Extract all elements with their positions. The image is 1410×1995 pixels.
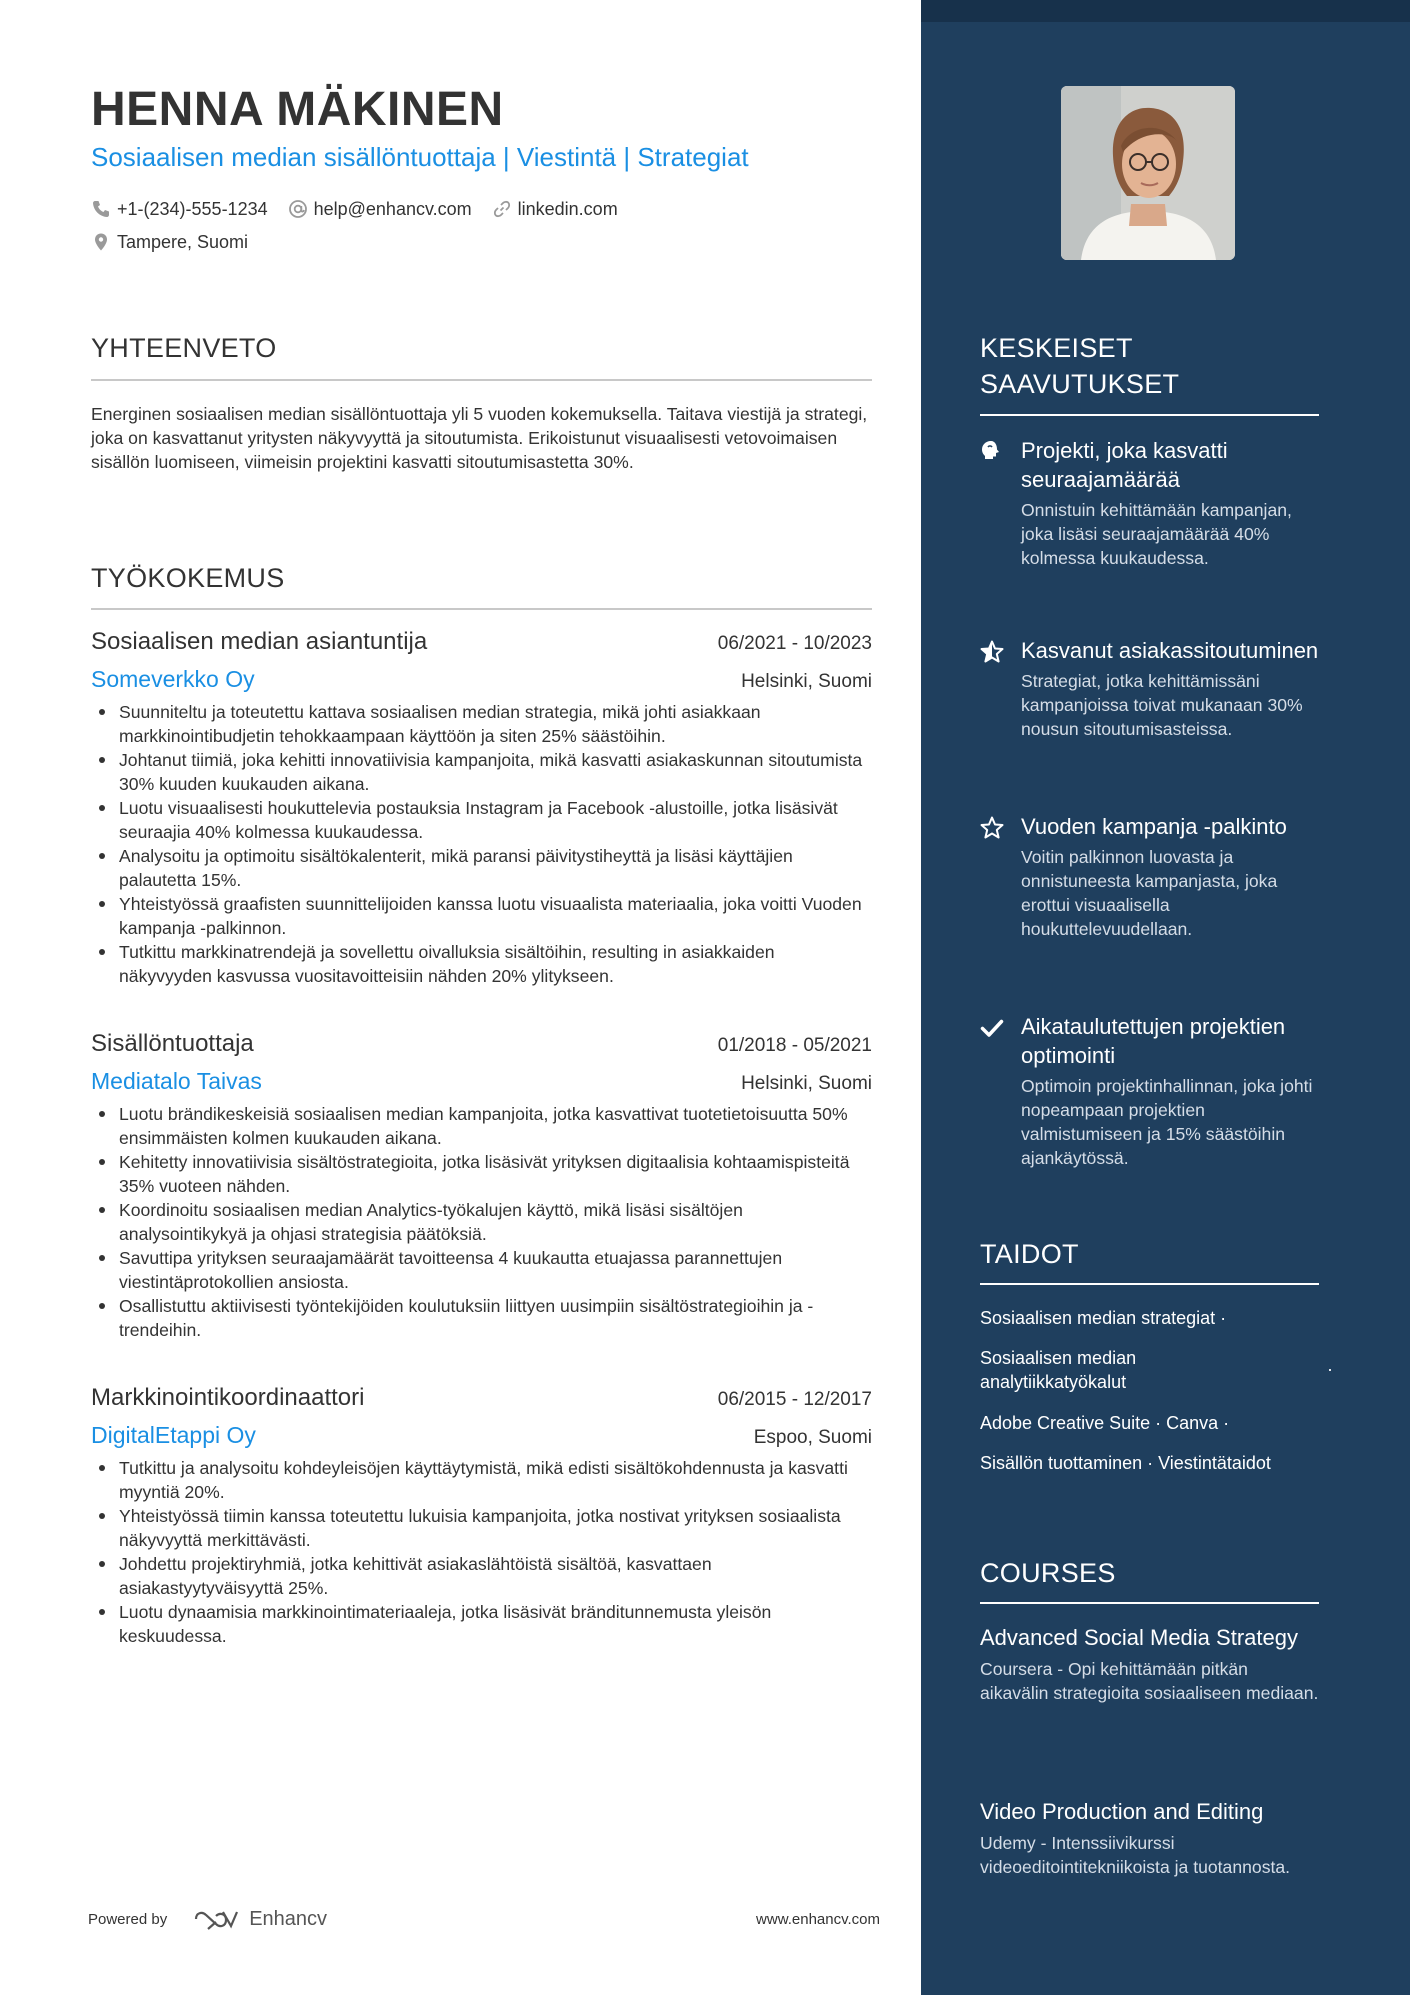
skill-tag: Sosiaalisen median analytiikkatyökalut <box>980 1348 1137 1392</box>
linkedin-text: linkedin.com <box>517 198 618 219</box>
skill-tag: Canva <box>1166 1413 1219 1433</box>
enhancv-logo[interactable] <box>193 1907 327 1931</box>
achievement-title: Projekti, joka kasvatti seuraajamäärää <box>1021 438 1228 492</box>
sidebar <box>921 0 1410 1995</box>
email-text: help@enhancv.com <box>313 198 472 219</box>
contact-info <box>91 196 871 262</box>
achievement-title: Aikataulutettujen projektien optimointi <box>1021 1014 1286 1068</box>
skill-separator: · <box>1223 1413 1230 1433</box>
summary-heading: YHTEENVETO <box>91 333 277 363</box>
bullet-item: Johtanut tiimiä, joka kehitti innovatiivisia kampanjoita, mikä kasvatti asiakaskunnan sitoutumista 30% kuuden kuukauden aikana. <box>91 748 872 796</box>
bullet-item: Tutkittu markkinatrendejä ja sovellettu oivalluksia sisältöihin, resulting in asiakkaiden näkyvyyden kasvussa vuositavoitteisiin nähden 20% ylitykseen. <box>91 940 872 988</box>
phone-icon <box>91 199 111 219</box>
job-location: Helsinki, Suomi <box>741 1073 872 1094</box>
achievement-desc: Strategiat, jotka kehittämissäni kampanjoissa toivat mukanaan 30% nousun sitoutumisasteissa. <box>1021 671 1303 739</box>
skill-row <box>980 1306 1226 1330</box>
enhancv-brand-text: Enhancv <box>249 1907 328 1930</box>
skill-row <box>980 1451 1271 1475</box>
achievement-desc: Voitin palkinnon luovasta ja onnistuneesta kampanjasta, joka erottui visuaalisella houkuttelevuudellaan. <box>1021 847 1278 939</box>
skill-separator-row <box>1322 1357 1333 1381</box>
bullet-item: Kehitetty innovatiivisia sisältöstrategioita, jotka lisäsivät yrityksen digitaalisia kohtaamispisteitä 35% vuoteen nähden. <box>91 1150 872 1198</box>
location-pin-icon <box>91 232 111 252</box>
job-company[interactable]: Someverkko Oy <box>91 666 255 692</box>
skill-row <box>980 1411 1229 1435</box>
job-role: Sosiaalisen median asiantuntija <box>91 628 428 655</box>
footer <box>88 1904 880 1934</box>
job-bullets <box>91 700 872 988</box>
candidate-title: Sosiaalisen median sisällöntuottaja | Viestintä | Strategiat <box>91 142 749 172</box>
achievements-heading-line2: SAAVUTUKSET <box>980 369 1180 399</box>
skills-divider <box>980 1283 1319 1285</box>
contact-linkedin[interactable] <box>492 199 618 220</box>
achievement-desc: Optimoin projektinhallinnan, joka johti nopeampaan projektien valmistumiseen ja 15% säästöihin ajankäytössä. <box>1021 1076 1313 1168</box>
skill-separator: · <box>1155 1413 1162 1433</box>
job-location: Helsinki, Suomi <box>741 671 872 692</box>
bullet-item: Tutkittu ja analysoitu kohdeyleisöjen käyttäytymistä, mikä edisti sisältökohdennusta ja kasvatti myyntiä 20%. <box>91 1456 872 1504</box>
skill-separator: · <box>1327 1359 1333 1379</box>
job-entry <box>91 1384 872 1648</box>
profile-photo <box>1061 86 1235 260</box>
achievements-divider <box>980 414 1319 416</box>
summary-divider <box>91 379 872 381</box>
achievement-item <box>980 636 1320 741</box>
link-icon <box>492 199 512 219</box>
skill-tag: Sisällön tuottaminen <box>980 1453 1143 1473</box>
at-icon <box>288 199 308 219</box>
star-half-icon <box>980 640 1004 664</box>
skill-separator: · <box>1220 1308 1227 1328</box>
course-title: Advanced Social Media Strategy <box>980 1625 1298 1650</box>
job-dates: 01/2018 - 05/2021 <box>717 1035 872 1056</box>
achievements-heading <box>980 330 1179 402</box>
bullet-item: Yhteistyössä tiimin kanssa toteutettu lukuisia kampanjoita, jotka nostivat yrityksen sosiaalista näkyvyyttä merkittävästi. <box>91 1504 872 1552</box>
enhancv-logo-icon <box>193 1907 239 1931</box>
bullet-item: Savuttipa yrityksen seuraajamäärät tavoitteensa 4 kuukautta etuajassa parannettujen viestintäprotokollien ansiosta. <box>91 1246 872 1294</box>
powered-by-label: Powered by <box>88 1910 168 1928</box>
experience-divider <box>91 608 872 610</box>
skills-heading: TAIDOT <box>980 1239 1079 1269</box>
achievement-title: Vuoden kampanja -palkinto <box>1021 814 1287 839</box>
contact-phone[interactable] <box>91 199 268 220</box>
course-item <box>980 1623 1320 1705</box>
bullet-item: Suunniteltu ja toteutettu kattava sosiaalisen median strategia, mikä johti asiakkaan markkinointibudjetin tehokkaampaan käyttöön ja siten 25% säästöihin. <box>91 700 872 748</box>
bullet-item: Luotu dynaamisia markkinointimateriaaleja, jotka lisäsivät bränditunnemusta yleisön keskuudessa. <box>91 1600 872 1648</box>
star-outline-icon <box>980 816 1004 840</box>
skill-tag: Sosiaalisen median strategiat <box>980 1308 1216 1328</box>
achievement-item <box>980 1012 1320 1170</box>
achievement-title: Kasvanut asiakassitoutuminen <box>1021 638 1319 663</box>
location-text: Tampere, Suomi <box>117 231 249 252</box>
job-dates: 06/2015 - 12/2017 <box>717 1389 872 1410</box>
achievement-desc: Onnistuin kehittämään kampanjan, joka lisäsi seuraajamäärää 40% kolmessa kuukaudessa. <box>1021 500 1292 568</box>
job-role: Sisällöntuottaja <box>91 1030 254 1057</box>
contact-email[interactable] <box>288 199 472 220</box>
job-role: Markkinointikoordinaattori <box>91 1384 365 1411</box>
phone-text: +1-(234)-555-1234 <box>117 198 268 219</box>
skill-tag: Adobe Creative Suite <box>980 1413 1151 1433</box>
job-location: Espoo, Suomi <box>753 1427 872 1448</box>
profile-photo-image <box>1061 86 1235 260</box>
courses-heading: COURSES <box>980 1558 1116 1588</box>
bullet-item: Analysoitu ja optimoitu sisältökalenterit, mikä paransi päivitystiheyttä ja lisäsi käyttäjien palautetta 15%. <box>91 844 872 892</box>
skill-row <box>980 1346 1180 1394</box>
checkmark-icon <box>980 1016 1004 1040</box>
job-company[interactable]: Mediatalo Taivas <box>91 1068 262 1094</box>
job-entry <box>91 628 872 988</box>
experience-heading: TYÖKOKEMUS <box>91 563 285 593</box>
job-bullets <box>91 1102 872 1342</box>
bullet-item: Johdettu projektiryhmiä, jotka kehittivät asiakaslähtöistä sisältöä, kasvattaen asiakastyytyväisyyttä 25%. <box>91 1552 872 1600</box>
skill-tag: Viestintätaidot <box>1158 1453 1271 1473</box>
courses-divider <box>980 1602 1319 1604</box>
course-desc: Udemy - Intenssiivikurssi videoeditointitekniikoista ja tuotannosta. <box>980 1833 1291 1877</box>
contact-location <box>91 232 248 253</box>
job-dates: 06/2021 - 10/2023 <box>717 633 872 654</box>
candidate-name: HENNA MÄKINEN <box>91 83 504 136</box>
bullet-item: Luotu brändikeskeisiä sosiaalisen median kampanjoita, jotka kasvattivat tuotetietoisuutta 50% ensimmäisten kolmen kuukauden aikana. <box>91 1102 872 1150</box>
achievement-item <box>980 436 1320 570</box>
course-desc: Coursera - Opi kehittämään pitkän aikavälin strategioita sosiaaliseen mediaan. <box>980 1659 1319 1703</box>
lightbulb-icon <box>980 440 1002 464</box>
bullet-item: Luotu visuaalisesti houkuttelevia postauksia Instagram ja Facebook -alustoille, jotka lisäsivät seuraajia 40% kolmessa kuukaudessa. <box>91 796 872 844</box>
achievements-heading-line1: KESKEISET <box>980 333 1133 363</box>
course-item <box>980 1797 1320 1879</box>
job-bullets <box>91 1456 872 1648</box>
bullet-item: Yhteistyössä graafisten suunnittelijoiden kanssa luotu visuaalista materiaalia, joka voitti Vuoden kampanja -palkinnon. <box>91 892 872 940</box>
bullet-item: Koordinoitu sosiaalisen median Analytics-työkalujen käyttö, mikä lisäsi sisältöjen analysointikykyä ja ohjasi strategisia päätöksiä. <box>91 1198 872 1246</box>
course-title: Video Production and Editing <box>980 1799 1264 1824</box>
bullet-item: Osallistuttu aktiivisesti työntekijöiden koulutuksiin liittyen uusimpiin sisältöstrategioihin ja -trendeihin. <box>91 1294 872 1342</box>
sidebar-top-band <box>921 0 1410 22</box>
achievement-item <box>980 812 1320 941</box>
footer-website[interactable]: www.enhancv.com <box>756 1910 880 1928</box>
job-entry <box>91 1030 872 1342</box>
summary-text: Energinen sosiaalisen median sisällöntuottaja yli 5 vuoden kokemuksella. Taitava viestijä ja strategi, joka on kasvattanut yritysten näkyvyyttä ja sitoutumista. Erikoistunut visuaalisesti vetovoimaisen sisällön luomiseen, viimeisin projektini kasvatti sitoutumisastetta 30%. <box>91 404 868 472</box>
job-company[interactable]: DigitalEtappi Oy <box>91 1422 256 1448</box>
skill-separator: · <box>1147 1453 1154 1473</box>
